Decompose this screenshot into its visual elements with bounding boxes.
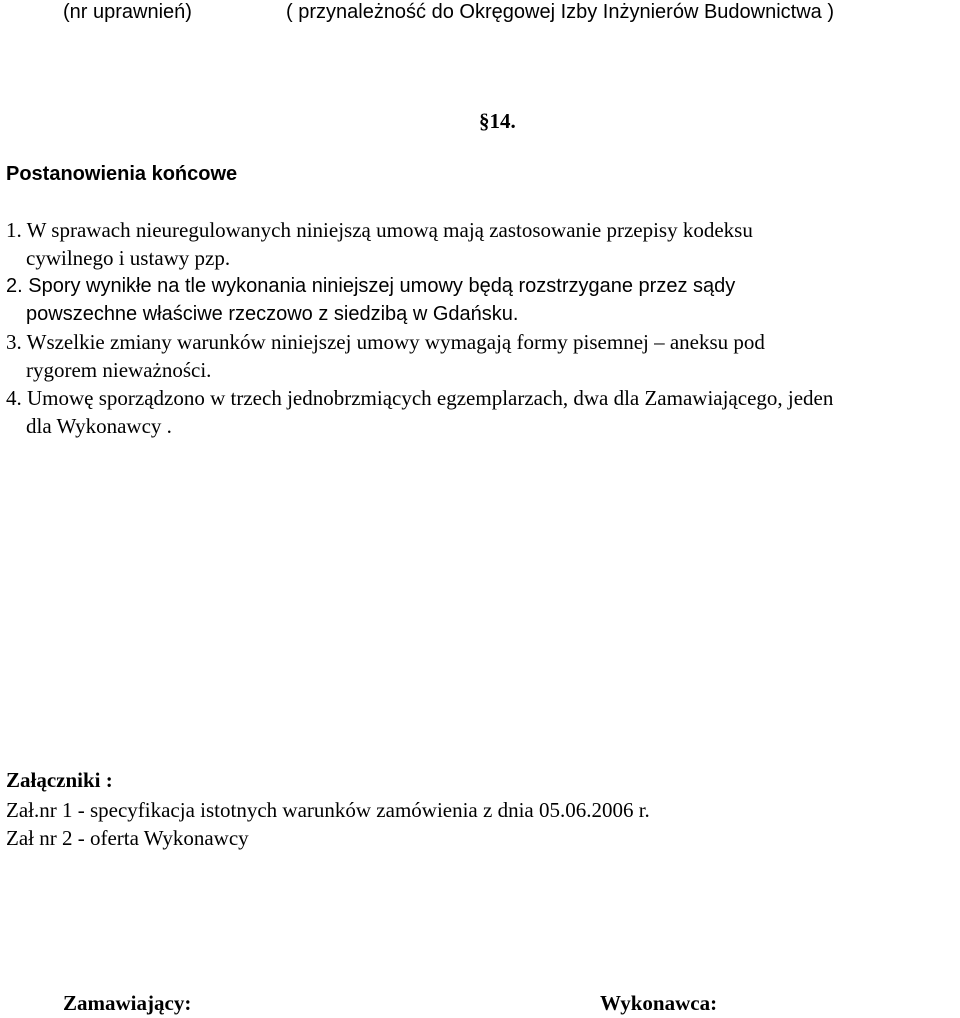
- clause-4-line-1: 4. Umowę sporządzono w trzech jednobrzmiących egzemplarzach, dwa dla Zamawiającego, jeden: [6, 386, 834, 410]
- attachment-item: Zał nr 2 - oferta Wykonawcy: [6, 826, 249, 850]
- clause-3-line-1: 3. Wszelkie zmiany warunków niniejszej umowy wymagają formy pisemnej – aneksu pod: [6, 330, 765, 354]
- section-title: Postanowienia końcowe: [6, 163, 238, 185]
- clause-1-line-2: cywilnego i ustawy pzp.: [26, 246, 231, 270]
- attachments-heading: Załączniki :: [6, 768, 113, 792]
- clause-1-line-1: 1. W sprawach nieuregulowanych niniejszą umową mają zastosowanie przepisy kodeksu: [6, 218, 753, 242]
- attachment-item: Zał.nr 1 - specyfikacja istotnych warunków zamówienia z dnia 05.06.2006 r.: [6, 798, 650, 822]
- license-number-note: (nr uprawnień): [63, 1, 192, 23]
- client-signature-label: Zamawiający:: [63, 991, 192, 1015]
- section-number: §14.: [479, 109, 516, 133]
- clause-3-line-2: rygorem nieważności.: [26, 358, 212, 382]
- clause-2-line-1: 2. Spory wynikłe na tle wykonania niniejszej umowy będą rozstrzygane przez sądy: [6, 275, 736, 297]
- chamber-membership-note: ( przynależność do Okręgowej Izby Inżynierów Budownictwa ): [286, 1, 835, 23]
- clause-4-line-2: dla Wykonawcy .: [26, 414, 172, 438]
- clause-2-line-2: powszechne właściwe rzeczowo z siedzibą w Gdańsku.: [26, 303, 519, 325]
- contractor-signature-label: Wykonawca:: [600, 991, 718, 1015]
